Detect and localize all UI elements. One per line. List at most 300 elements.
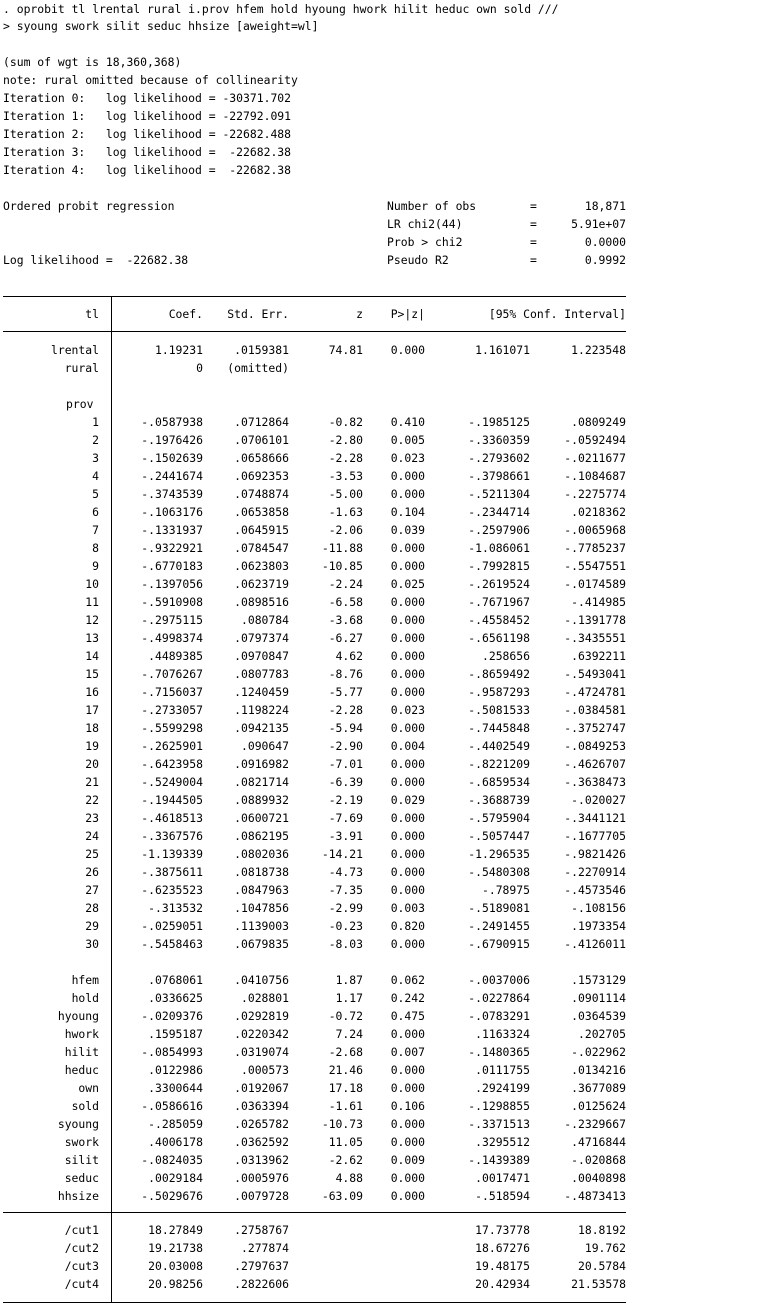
row-variable: 9 <box>92 559 99 573</box>
row-pvalue: 0.000 <box>390 829 425 843</box>
row-z: -0.72 <box>328 1009 363 1023</box>
row-z: -63.09 <box>321 1189 363 1203</box>
row-z: 1.87 <box>335 973 363 987</box>
row-ci-upper <box>530 377 626 395</box>
row-coef: -.1331937 <box>141 523 203 537</box>
row-stderr: .1240459 <box>234 685 289 699</box>
row-variable: 19 <box>85 739 99 753</box>
row-z: -0.23 <box>328 919 363 933</box>
row-z: -1.61 <box>328 1099 363 1113</box>
row-ci-upper: .0218362 <box>571 505 626 519</box>
row-coef: .1595187 <box>148 1027 203 1041</box>
row-variable: 3 <box>92 451 99 465</box>
row-coef: -1.139339 <box>141 847 203 861</box>
row-ci-upper <box>530 359 626 377</box>
row-ci-lower: -.3360359 <box>468 433 530 447</box>
row-ci-lower: -.2619524 <box>468 577 530 591</box>
row-coef: -.5249004 <box>141 775 203 789</box>
row-pvalue: 0.242 <box>390 991 425 1005</box>
row-pvalue: 0.820 <box>390 919 425 933</box>
row-ci-upper: -.0384581 <box>564 703 626 717</box>
row-z: 4.88 <box>335 1171 363 1185</box>
row-ci-upper: -.108156 <box>571 901 626 915</box>
row-variable: 16 <box>85 685 99 699</box>
row-variable: heduc <box>64 1063 99 1077</box>
row-z: -2.90 <box>328 739 363 753</box>
row-variable: hyoung <box>57 1009 99 1023</box>
stat-value: 18,871 <box>584 199 626 213</box>
row-z: -4.73 <box>328 865 363 879</box>
stat-equals: = <box>530 217 537 231</box>
row-pvalue: 0.000 <box>390 685 425 699</box>
row-variable: lrental <box>50 343 99 357</box>
stat-equals: = <box>530 199 537 213</box>
row-variable: 1 <box>92 415 99 429</box>
row-ci-upper: .1573129 <box>571 973 626 987</box>
row-coef: -.2733057 <box>141 703 203 717</box>
row-pvalue <box>363 359 425 377</box>
row-ci-lower: -1.086061 <box>468 541 530 555</box>
row-pvalue: 0.005 <box>390 433 425 447</box>
row-coef: -.1944505 <box>141 793 203 807</box>
row-ci-upper: -.3435551 <box>564 631 626 645</box>
row-z: 7.24 <box>335 1027 363 1041</box>
row-variable: 24 <box>85 829 99 843</box>
row-variable: 8 <box>92 541 99 555</box>
row-stderr: .0362592 <box>234 1135 289 1149</box>
row-coef: -.1976426 <box>141 433 203 447</box>
row-ci-upper: .0040898 <box>571 1171 626 1185</box>
row-stderr: .0862195 <box>234 829 289 843</box>
row-variable: hilit <box>64 1045 99 1059</box>
row-variable: 5 <box>92 487 99 501</box>
stat-label: Prob > chi2 <box>387 235 463 249</box>
row-stderr: .0942135 <box>234 721 289 735</box>
row-z: -8.76 <box>328 667 363 681</box>
row-pvalue: 0.025 <box>390 577 425 591</box>
row-ci-lower: -.5211304 <box>468 487 530 501</box>
row-stderr: .0712864 <box>234 415 289 429</box>
row-pvalue: 0.000 <box>390 613 425 627</box>
row-ci-upper: -.2329667 <box>564 1117 626 1131</box>
row-coef: -.7076267 <box>141 667 203 681</box>
row-stderr: .0706101 <box>234 433 289 447</box>
row-pvalue: 0.062 <box>390 973 425 987</box>
cut-stderr: .277874 <box>240 1241 289 1255</box>
row-stderr: .1047856 <box>234 901 289 915</box>
row-ci-lower: -.6790915 <box>468 937 530 951</box>
row-z: -8.03 <box>328 937 363 951</box>
row-ci-upper: .6392211 <box>571 649 626 663</box>
row-ci-lower: -.7992815 <box>468 559 530 573</box>
row-ci-upper: .0134216 <box>571 1063 626 1077</box>
row-stderr: .0005976 <box>234 1171 289 1185</box>
row-stderr: .0159381 <box>234 343 289 357</box>
row-z: -0.82 <box>328 415 363 429</box>
row-variable: 30 <box>85 937 99 951</box>
row-pvalue: 0.000 <box>390 865 425 879</box>
cut-label: /cut3 <box>64 1259 99 1273</box>
row-variable: syoung <box>57 1117 99 1131</box>
row-z: -2.80 <box>328 433 363 447</box>
row-coef: .4006178 <box>148 1135 203 1149</box>
row-stderr: .0970847 <box>234 649 289 663</box>
row-ci-lower: -.2491455 <box>468 919 530 933</box>
row-ci-lower: -.2597906 <box>468 523 530 537</box>
row-ci-upper: -.3441121 <box>564 811 626 825</box>
cut-stderr: .2822606 <box>234 1277 289 1291</box>
row-ci-lower: -.1985125 <box>468 415 530 429</box>
row-coef: -.5458463 <box>141 937 203 951</box>
row-coef: -.2441674 <box>141 469 203 483</box>
table-bottom-rule <box>3 1302 626 1303</box>
row-coef: -.1502639 <box>141 451 203 465</box>
row-variable: rural <box>64 361 99 375</box>
row-z: -6.58 <box>328 595 363 609</box>
row-stderr: .0679835 <box>234 937 289 951</box>
cut-coef: 18.27849 <box>148 1223 203 1237</box>
cut-ci-lower: 20.42934 <box>475 1277 530 1291</box>
row-ci-lower: -.0783291 <box>468 1009 530 1023</box>
row-coef: -.5599298 <box>141 721 203 735</box>
cut-coef: 20.03008 <box>148 1259 203 1273</box>
cut-stderr: .2797637 <box>234 1259 289 1273</box>
row-z: 21.46 <box>328 1063 363 1077</box>
row-pvalue: 0.004 <box>390 739 425 753</box>
row-z: -3.91 <box>328 829 363 843</box>
row-pvalue: 0.000 <box>390 1117 425 1131</box>
row-ci-upper: -.1084687 <box>564 469 626 483</box>
row-stderr: .0847963 <box>234 883 289 897</box>
row-stderr: .0807783 <box>234 667 289 681</box>
row-z: -5.94 <box>328 721 363 735</box>
row-coef: -.0854993 <box>141 1045 203 1059</box>
row-ci-upper: -.3638473 <box>564 775 626 789</box>
log-iteration: Iteration 2: log likelihood = -22682.488 <box>3 127 292 141</box>
row-z: -6.39 <box>328 775 363 789</box>
row-ci-lower: -.5480308 <box>468 865 530 879</box>
row-ci-upper: -.0065968 <box>564 523 626 537</box>
table-vertical-rule <box>111 296 112 1303</box>
row-variable: 18 <box>85 721 99 735</box>
row-variable: 22 <box>85 793 99 807</box>
row-ci-upper: -.9821426 <box>564 847 626 861</box>
row-z: -3.53 <box>328 469 363 483</box>
row-pvalue: 0.000 <box>390 847 425 861</box>
row-ci-lower: -.0037006 <box>468 973 530 987</box>
log-iteration: Iteration 3: log likelihood = -22682.38 <box>3 145 292 159</box>
row-variable: 11 <box>85 595 99 609</box>
stat-equals: = <box>530 253 537 267</box>
stat-equals: = <box>530 235 537 249</box>
row-stderr: .0645915 <box>234 523 289 537</box>
row-stderr: .1198224 <box>234 703 289 717</box>
row-pvalue: 0.000 <box>390 757 425 771</box>
row-ci-lower: .0111755 <box>475 1063 530 1077</box>
row-ci-lower: -.3688739 <box>468 793 530 807</box>
row-ci-lower: -1.296535 <box>468 847 530 861</box>
row-pvalue: 0.000 <box>390 667 425 681</box>
row-pvalue: 0.000 <box>390 721 425 735</box>
row-pvalue: 0.039 <box>390 523 425 537</box>
row-pvalue: 0.104 <box>390 505 425 519</box>
row-ci-lower: -.8221209 <box>468 757 530 771</box>
stat-label: Number of obs <box>387 199 477 213</box>
row-pvalue: 0.000 <box>390 487 425 501</box>
row-ci-lower <box>425 395 530 413</box>
row-stderr: .0319074 <box>234 1045 289 1059</box>
row-coef: -.3743539 <box>141 487 203 501</box>
row-ci-upper: -.2270914 <box>564 865 626 879</box>
row-pvalue: 0.000 <box>390 595 425 609</box>
row-coef: -.4618513 <box>141 811 203 825</box>
row-stderr: .028801 <box>240 991 289 1005</box>
row-ci-upper: -.414985 <box>571 595 626 609</box>
row-ci-lower: -.78975 <box>481 883 530 897</box>
row-ci-lower: -.8659492 <box>468 667 530 681</box>
cut-label: /cut1 <box>64 1223 99 1237</box>
row-ci-lower: .258656 <box>481 649 530 663</box>
row-pvalue: 0.000 <box>390 469 425 483</box>
cut-coef: 19.21738 <box>148 1241 203 1255</box>
row-ci-lower: -.5189081 <box>468 901 530 915</box>
row-pvalue: 0.000 <box>390 811 425 825</box>
row-stderr: .0889932 <box>234 793 289 807</box>
row-ci-lower: 1.161071 <box>475 343 530 357</box>
row-z: -1.63 <box>328 505 363 519</box>
row-variable: 28 <box>85 901 99 915</box>
row-ci-lower: -.5081533 <box>468 703 530 717</box>
row-pvalue: 0.000 <box>390 631 425 645</box>
row-z: -2.19 <box>328 793 363 807</box>
row-stderr: .0818738 <box>234 865 289 879</box>
row-pvalue: 0.000 <box>390 1189 425 1203</box>
row-z: -11.88 <box>321 541 363 555</box>
row-coef: 0 <box>196 361 203 375</box>
row-stderr: .0784547 <box>234 541 289 555</box>
row-variable: 27 <box>85 883 99 897</box>
row-ci-upper: -.0592494 <box>564 433 626 447</box>
row-variable: 6 <box>92 505 99 519</box>
row-ci-upper: -.0211677 <box>564 451 626 465</box>
row-variable <box>3 377 99 395</box>
table-top-rule <box>3 296 626 297</box>
header-conf-interval: [95% Conf. Interval] <box>488 307 626 321</box>
row-z: -2.28 <box>328 703 363 717</box>
row-z: -2.06 <box>328 523 363 537</box>
header-coef: Coef. <box>168 307 203 321</box>
row-ci-lower: -.6859534 <box>468 775 530 789</box>
row-z <box>289 395 363 413</box>
row-pvalue: 0.000 <box>390 883 425 897</box>
row-stderr: .0748874 <box>234 487 289 501</box>
row-variable <box>3 953 99 971</box>
row-pvalue: 0.029 <box>390 793 425 807</box>
row-stderr: .0821714 <box>234 775 289 789</box>
row-variable: swork <box>64 1135 99 1149</box>
row-pvalue: 0.000 <box>390 1027 425 1041</box>
row-pvalue: 0.003 <box>390 901 425 915</box>
row-ci-lower: -.7445848 <box>468 721 530 735</box>
row-coef: -.4998374 <box>141 631 203 645</box>
row-pvalue <box>363 953 425 971</box>
row-z: -14.21 <box>321 847 363 861</box>
row-ci-lower: -.6561198 <box>468 631 530 645</box>
row-ci-upper <box>530 953 626 971</box>
row-pvalue: 0.007 <box>390 1045 425 1059</box>
row-z: -6.27 <box>328 631 363 645</box>
stat-value: 0.0000 <box>584 235 626 249</box>
row-stderr: .0916982 <box>234 757 289 771</box>
row-variable: 7 <box>92 523 99 537</box>
row-ci-lower: -.5795904 <box>468 811 530 825</box>
row-variable: 4 <box>92 469 99 483</box>
row-variable: hwork <box>64 1027 99 1041</box>
row-coef: -.2975115 <box>141 613 203 627</box>
row-coef: -.6770183 <box>141 559 203 573</box>
row-ci-upper: -.4626707 <box>564 757 626 771</box>
row-ci-lower: .1163324 <box>475 1027 530 1041</box>
row-variable: hold <box>71 991 99 1005</box>
row-stderr <box>203 953 289 971</box>
row-z: -10.85 <box>321 559 363 573</box>
row-pvalue: 0.106 <box>390 1099 425 1113</box>
row-stderr: .0363394 <box>234 1099 289 1113</box>
log-sum-weights: (sum of wgt is 18,360,368) <box>3 55 182 69</box>
row-z: -2.68 <box>328 1045 363 1059</box>
row-variable: 23 <box>85 811 99 825</box>
cut-ci-upper: 18.8192 <box>577 1223 626 1237</box>
row-pvalue <box>363 377 425 395</box>
row-coef: -.3367576 <box>141 829 203 843</box>
row-stderr: .1139003 <box>234 919 289 933</box>
header-stderr: Std. Err. <box>227 307 289 321</box>
row-ci-upper: -.3752747 <box>564 721 626 735</box>
stat-value: 0.9992 <box>584 253 626 267</box>
row-ci-lower: -.3798661 <box>468 469 530 483</box>
stat-value: 5.91e+07 <box>571 217 626 231</box>
log-likelihood: Log likelihood = -22682.38 <box>3 253 189 267</box>
row-stderr: .0898516 <box>234 595 289 609</box>
row-z: -2.62 <box>328 1153 363 1167</box>
row-coef <box>111 377 203 395</box>
row-stderr: .0265782 <box>234 1117 289 1131</box>
row-pvalue: 0.410 <box>390 415 425 429</box>
row-ci-upper: .4716844 <box>571 1135 626 1149</box>
row-z: 74.81 <box>328 343 363 357</box>
row-coef: 1.19231 <box>154 343 203 357</box>
row-ci-upper: -.020027 <box>571 793 626 807</box>
row-coef: -.0209376 <box>141 1009 203 1023</box>
row-pvalue: 0.000 <box>390 343 425 357</box>
row-ci-lower: -.5057447 <box>468 829 530 843</box>
row-ci-upper: .202705 <box>577 1027 626 1041</box>
cut-ci-lower: 18.67276 <box>475 1241 530 1255</box>
row-stderr: .090647 <box>240 739 289 753</box>
row-pvalue: 0.000 <box>390 1063 425 1077</box>
row-coef: .0768061 <box>148 973 203 987</box>
row-pvalue: 0.009 <box>390 1153 425 1167</box>
row-coef: -.6423958 <box>141 757 203 771</box>
row-ci-upper: .0901114 <box>571 991 626 1005</box>
row-variable: 15 <box>85 667 99 681</box>
row-stderr: .0410756 <box>234 973 289 987</box>
row-ci-lower <box>425 377 530 395</box>
row-ci-upper: .0364539 <box>571 1009 626 1023</box>
row-pvalue: 0.023 <box>390 703 425 717</box>
row-variable: 14 <box>85 649 99 663</box>
row-coef: -.3875611 <box>141 865 203 879</box>
row-coef: .0122986 <box>148 1063 203 1077</box>
row-variable: 25 <box>85 847 99 861</box>
row-ci-upper: -.1677705 <box>564 829 626 843</box>
row-z: -5.77 <box>328 685 363 699</box>
row-coef: -.0824035 <box>141 1153 203 1167</box>
row-variable: 17 <box>85 703 99 717</box>
cut-ci-lower: 17.73778 <box>475 1223 530 1237</box>
row-coef: -.0587938 <box>141 415 203 429</box>
row-pvalue: 0.000 <box>390 775 425 789</box>
log-note: note: rural omitted because of collinearity <box>3 73 298 87</box>
row-ci-upper: -.1391778 <box>564 613 626 627</box>
row-z: -2.24 <box>328 577 363 591</box>
row-stderr: .0692353 <box>234 469 289 483</box>
row-coef: .4489385 <box>148 649 203 663</box>
row-ci-upper: 1.223548 <box>571 343 626 357</box>
row-pvalue: 0.000 <box>390 559 425 573</box>
row-stderr: .0600721 <box>234 811 289 825</box>
row-variable: 26 <box>85 865 99 879</box>
row-variable: 29 <box>85 919 99 933</box>
row-ci-lower: -.518594 <box>475 1189 530 1203</box>
row-pvalue: 0.000 <box>390 541 425 555</box>
row-z: -10.73 <box>321 1117 363 1131</box>
row-z: -7.01 <box>328 757 363 771</box>
row-ci-lower: -.3371513 <box>468 1117 530 1131</box>
row-ci-lower: .3295512 <box>475 1135 530 1149</box>
cut-ci-upper: 20.5784 <box>577 1259 626 1273</box>
row-variable: 20 <box>85 757 99 771</box>
row-stderr: .0802036 <box>234 847 289 861</box>
row-ci-lower: -.2793602 <box>468 451 530 465</box>
row-pvalue: 0.000 <box>390 1171 425 1185</box>
row-variable: silit <box>64 1153 99 1167</box>
row-ci-lower: .2924199 <box>475 1081 530 1095</box>
row-stderr: .0220342 <box>234 1027 289 1041</box>
row-stderr: .0797374 <box>234 631 289 645</box>
row-coef: .0029184 <box>148 1171 203 1185</box>
row-ci-lower: -.9587293 <box>468 685 530 699</box>
row-ci-lower <box>425 953 530 971</box>
row-ci-lower: -.0227864 <box>468 991 530 1005</box>
row-z: 4.62 <box>335 649 363 663</box>
row-pvalue: 0.000 <box>390 1081 425 1095</box>
row-z: 1.17 <box>335 991 363 1005</box>
row-stderr <box>203 377 289 395</box>
row-stderr: .080784 <box>240 613 289 627</box>
row-stderr: .0192067 <box>234 1081 289 1095</box>
cut-stderr: .2758767 <box>234 1223 289 1237</box>
cut-label: /cut4 <box>64 1277 99 1291</box>
log-iteration: Iteration 0: log likelihood = -30371.702 <box>3 91 292 105</box>
header-depvar: tl <box>85 307 99 321</box>
row-variable: 10 <box>85 577 99 591</box>
row-z: -2.28 <box>328 451 363 465</box>
row-ci-lower: -.1439389 <box>468 1153 530 1167</box>
row-coef: -.0259051 <box>141 919 203 933</box>
cut-ci-upper: 21.53578 <box>571 1277 626 1291</box>
row-variable: sold <box>71 1099 99 1113</box>
